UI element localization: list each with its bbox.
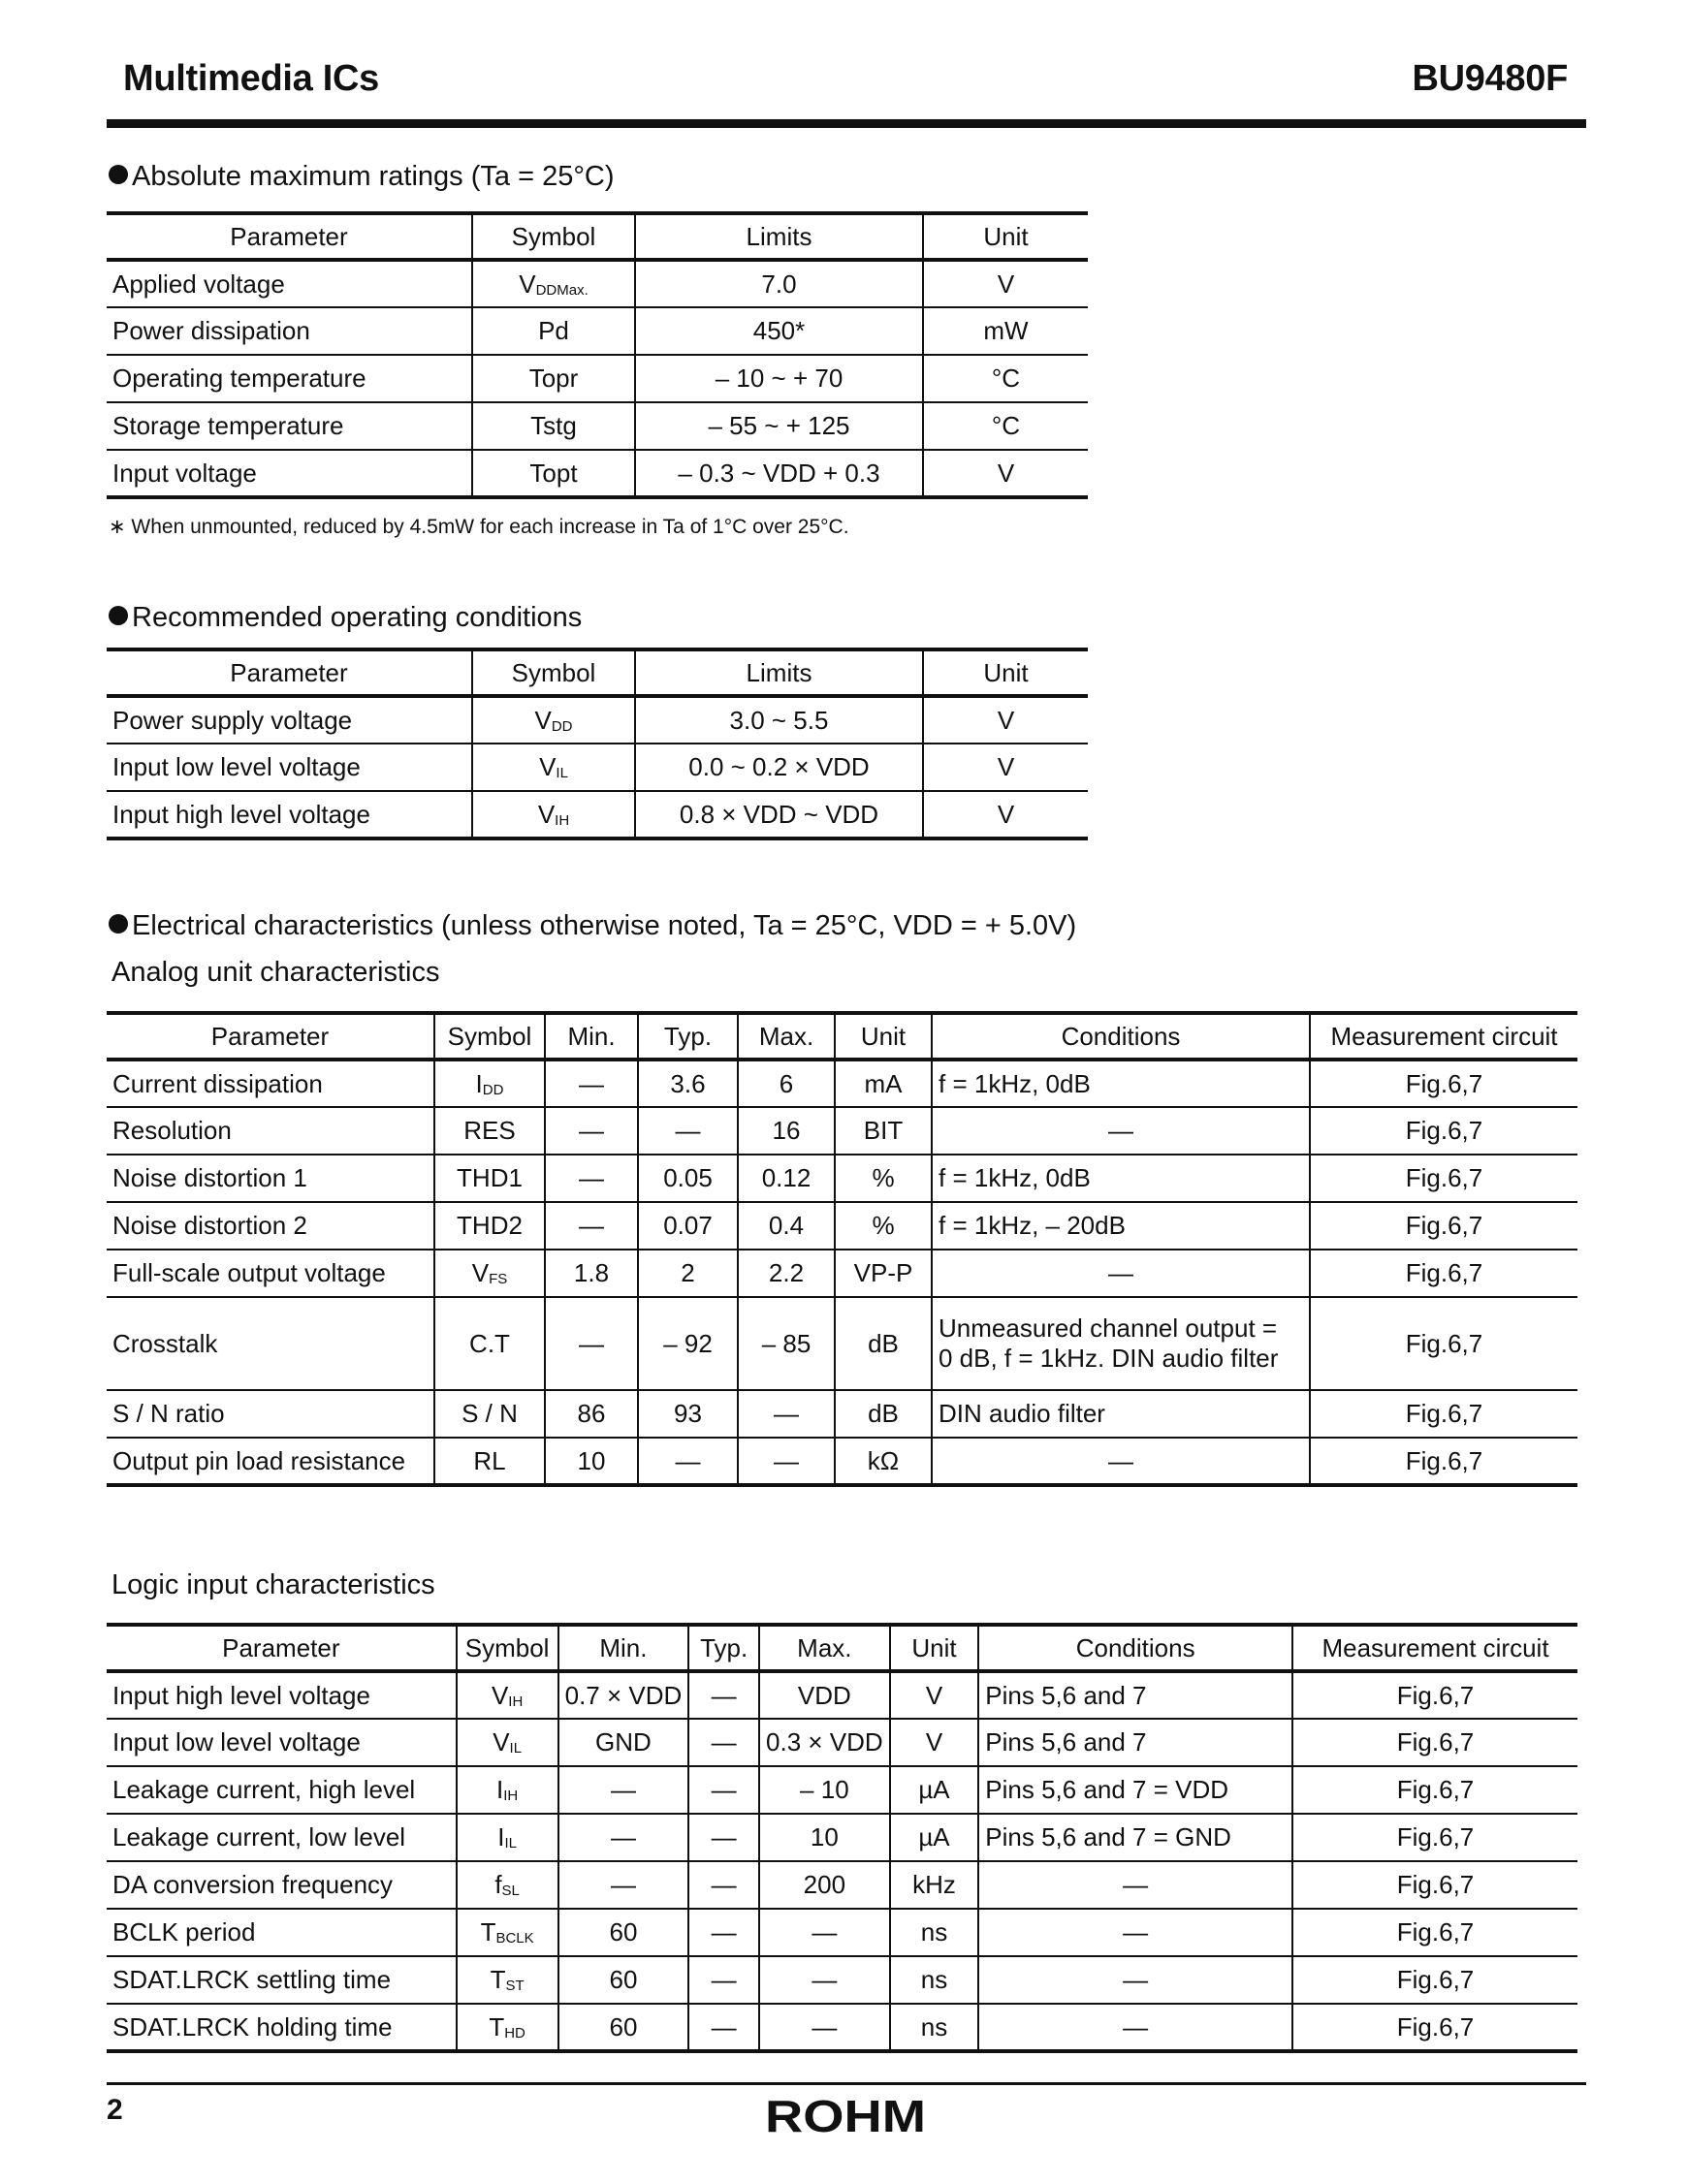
symbol-cell	[434, 1390, 545, 1438]
conditions-line: f = 1kHz, 0dB	[939, 1163, 1091, 1192]
analog-subheading: Analog unit characteristics	[111, 957, 440, 988]
unit-cell: ns	[890, 2004, 979, 2051]
unit-cell: VP-P	[835, 1250, 932, 1297]
unit-cell: V	[923, 696, 1088, 744]
symbol-cell	[434, 1202, 545, 1250]
bullet-icon	[109, 165, 128, 184]
symbol-main: Topt	[529, 458, 578, 488]
rohm-logo	[763, 2091, 928, 2137]
symbol-main: RL	[473, 1445, 506, 1475]
typ-cell: 2	[638, 1250, 738, 1297]
limits-cell: – 10 ~ + 70	[635, 355, 923, 402]
symbol-main: RES	[463, 1116, 516, 1145]
measurement-cell: Fig.6,7	[1310, 1250, 1577, 1297]
measurement-cell: Fig.6,7	[1310, 1107, 1577, 1155]
conditions-cell	[932, 1250, 1310, 1297]
bullet-icon	[109, 914, 128, 934]
min-cell: —	[545, 1202, 638, 1250]
parameter-cell: SDAT.LRCK holding time	[107, 2004, 457, 2051]
max-cell: 0.3 × VDD	[759, 1719, 890, 1766]
conditions-line: f = 1kHz, 0dB	[939, 1068, 1091, 1098]
rec-op-heading	[109, 602, 582, 634]
symbol-main: Pd	[538, 316, 569, 345]
unit-cell: dB	[835, 1297, 932, 1390]
table-row	[107, 1671, 1577, 1719]
symbol-cell	[472, 307, 635, 355]
unit-cell: °C	[923, 355, 1088, 402]
symbol-main: I	[497, 1822, 505, 1852]
symbol-main: f	[494, 1870, 502, 1899]
measurement-cell: Fig.6,7	[1292, 1909, 1577, 1956]
elec-heading	[109, 910, 1076, 942]
header-category: Multimedia ICs	[123, 58, 379, 99]
unit-cell: °C	[923, 402, 1088, 450]
conditions-cell	[978, 2004, 1292, 2051]
conditions-cell	[978, 1671, 1292, 1719]
table-row	[107, 1861, 1577, 1909]
symbol-main: V	[539, 752, 557, 781]
limits-cell: 0.0 ~ 0.2 × VDD	[635, 744, 923, 791]
conditions-cell	[978, 1766, 1292, 1814]
table-row	[107, 355, 1088, 402]
column-header: Unit	[890, 1625, 979, 1671]
symbol-cell	[457, 2004, 558, 2051]
column-header: Min.	[545, 1013, 638, 1060]
limits-cell: – 55 ~ + 125	[635, 402, 923, 450]
column-header: Symbol	[472, 213, 635, 260]
symbol-subscript: ST	[505, 1978, 525, 1994]
parameter-cell: Storage temperature	[107, 402, 472, 450]
typ-cell: —	[688, 1671, 759, 1719]
symbol-cell	[457, 1766, 558, 1814]
typ-cell: 93	[638, 1390, 738, 1438]
limits-cell: 3.0 ~ 5.5	[635, 696, 923, 744]
max-cell: 2.2	[738, 1250, 835, 1297]
parameter-cell: Input high level voltage	[107, 1671, 457, 1719]
parameter-cell: Resolution	[107, 1107, 434, 1155]
conditions-line: Pins 5,6 and 7	[985, 1727, 1147, 1757]
unit-cell: µA	[890, 1766, 979, 1814]
elec-title: Electrical characteristics (unless otherwise noted, Ta = 25°C, VDD = + 5.0V)	[132, 910, 1077, 941]
min-cell: 10	[545, 1438, 638, 1485]
min-cell: 1.8	[545, 1250, 638, 1297]
limits-cell: – 0.3 ~ VDD + 0.3	[635, 450, 923, 497]
symbol-subscript: HD	[504, 2024, 525, 2042]
parameter-cell: Input high level voltage	[107, 791, 472, 839]
symbol-cell	[434, 1250, 545, 1297]
max-cell: – 85	[738, 1297, 835, 1390]
typ-cell: —	[638, 1438, 738, 1485]
symbol-cell	[457, 1719, 558, 1766]
unit-cell: BIT	[835, 1107, 932, 1155]
typ-cell: —	[688, 1719, 759, 1766]
unit-cell: mA	[835, 1060, 932, 1107]
symbol-main: I	[475, 1068, 483, 1098]
symbol-main: C.T	[469, 1328, 510, 1358]
max-cell: 10	[759, 1814, 890, 1861]
parameter-cell: Power supply voltage	[107, 696, 472, 744]
conditions-line: —	[1123, 1965, 1149, 1994]
max-cell: 200	[759, 1861, 890, 1909]
symbol-main: THD2	[457, 1211, 523, 1240]
symbol-main: I	[496, 1775, 504, 1804]
typ-cell: —	[638, 1107, 738, 1155]
min-cell: —	[558, 1766, 689, 1814]
measurement-cell: Fig.6,7	[1310, 1297, 1577, 1390]
typ-cell: —	[688, 1766, 759, 1814]
abs-max-title: Absolute maximum ratings (Ta = 25°C)	[132, 161, 615, 192]
parameter-cell: Operating temperature	[107, 355, 472, 402]
min-cell: 0.7 × VDD	[558, 1671, 689, 1719]
conditions-line: —	[1123, 1917, 1149, 1947]
table-row	[107, 450, 1088, 497]
table-row	[107, 1155, 1577, 1202]
symbol-cell	[434, 1297, 545, 1390]
header-row	[107, 1013, 1577, 1060]
symbol-main: V	[471, 1258, 490, 1287]
parameter-cell: Noise distortion 1	[107, 1155, 434, 1202]
parameter-cell: Input low level voltage	[107, 744, 472, 791]
column-header: Parameter	[107, 213, 472, 260]
max-cell: —	[759, 1909, 890, 1956]
parameter-cell: Applied voltage	[107, 260, 472, 307]
symbol-subscript: FS	[489, 1271, 508, 1287]
typ-cell: —	[688, 1861, 759, 1909]
symbol-subscript: IL	[509, 1740, 523, 1757]
parameter-cell: BCLK period	[107, 1909, 457, 1956]
table-row	[107, 307, 1088, 355]
min-cell: —	[545, 1107, 638, 1155]
symbol-cell	[472, 450, 635, 497]
symbol-main: V	[493, 1727, 510, 1757]
header-row	[107, 649, 1088, 696]
column-header: Parameter	[107, 649, 472, 696]
column-header: Max.	[759, 1625, 890, 1671]
symbol-main: V	[537, 799, 556, 829]
abs-max-table	[107, 211, 1088, 499]
measurement-cell: Fig.6,7	[1292, 1814, 1577, 1861]
symbol-cell	[434, 1438, 545, 1485]
min-cell: —	[558, 1814, 689, 1861]
conditions-cell	[932, 1155, 1310, 1202]
parameter-cell: S / N ratio	[107, 1390, 434, 1438]
measurement-cell: Fig.6,7	[1292, 1671, 1577, 1719]
conditions-line: Pins 5,6 and 7	[985, 1680, 1147, 1710]
symbol-subscript: BCLK	[495, 1930, 534, 1947]
column-header: Conditions	[932, 1013, 1310, 1060]
conditions-cell	[932, 1202, 1310, 1250]
logic-subheading: Logic input characteristics	[111, 1569, 435, 1600]
typ-cell: 0.07	[638, 1202, 738, 1250]
symbol-main: Topr	[528, 364, 579, 393]
column-header: Min.	[558, 1625, 689, 1671]
measurement-cell: Fig.6,7	[1292, 1861, 1577, 1909]
min-cell: —	[545, 1155, 638, 1202]
measurement-cell: Fig.6,7	[1292, 1956, 1577, 2004]
max-cell: 6	[738, 1060, 835, 1107]
conditions-line: —	[1108, 1116, 1133, 1145]
rec-op-table	[107, 648, 1088, 840]
unit-cell: kΩ	[835, 1438, 932, 1485]
max-cell: —	[738, 1438, 835, 1485]
column-header: Symbol	[457, 1625, 558, 1671]
symbol-main: S / N	[462, 1399, 518, 1428]
max-cell: —	[738, 1390, 835, 1438]
table-row	[107, 402, 1088, 450]
column-header: Parameter	[107, 1013, 434, 1060]
min-cell: —	[545, 1297, 638, 1390]
symbol-cell	[457, 1861, 558, 1909]
rec-op-title: Recommended operating conditions	[132, 602, 583, 633]
unit-cell: ns	[890, 1909, 979, 1956]
conditions-cell	[932, 1060, 1310, 1107]
unit-cell: µA	[890, 1814, 979, 1861]
measurement-cell: Fig.6,7	[1310, 1060, 1577, 1107]
unit-cell: ns	[890, 1956, 979, 2004]
column-header: Conditions	[978, 1625, 1292, 1671]
table-row	[107, 791, 1088, 839]
measurement-cell: Fig.6,7	[1292, 1766, 1577, 1814]
column-header: Max.	[738, 1013, 835, 1060]
column-header: Typ.	[688, 1625, 759, 1671]
symbol-main: V	[519, 269, 536, 299]
symbol-cell	[472, 744, 635, 791]
min-cell: 86	[545, 1390, 638, 1438]
unit-cell: kHz	[890, 1861, 979, 1909]
table-row	[107, 1202, 1577, 1250]
unit-cell: V	[923, 260, 1088, 307]
measurement-cell: Fig.6,7	[1310, 1438, 1577, 1485]
unit-cell: mW	[923, 307, 1088, 355]
max-cell: 16	[738, 1107, 835, 1155]
symbol-cell	[434, 1107, 545, 1155]
table-row	[107, 260, 1088, 307]
page-number: 2	[107, 2094, 123, 2126]
symbol-subscript: DDMax.	[535, 281, 589, 299]
header-row	[107, 1625, 1577, 1671]
unit-cell: dB	[835, 1390, 932, 1438]
column-header: Measurement circuit	[1292, 1625, 1577, 1671]
conditions-cell	[978, 1719, 1292, 1766]
typ-cell: —	[688, 1956, 759, 2004]
symbol-main: Tstg	[530, 411, 577, 440]
symbol-main: T	[489, 2011, 505, 2042]
typ-cell: —	[688, 2004, 759, 2051]
symbol-subscript: SL	[501, 1883, 520, 1899]
column-header: Unit	[923, 213, 1088, 260]
parameter-cell: Input voltage	[107, 450, 472, 497]
max-cell: —	[759, 1956, 890, 2004]
symbol-cell	[472, 696, 635, 744]
table-row	[107, 1438, 1577, 1485]
symbol-cell	[472, 402, 635, 450]
typ-cell: 3.6	[638, 1060, 738, 1107]
rohm-logo-text: ROHM	[765, 2091, 926, 2137]
min-cell: —	[558, 1861, 689, 1909]
column-header: Typ.	[638, 1013, 738, 1060]
symbol-subscript: IL	[504, 1835, 517, 1852]
column-header: Measurement circuit	[1310, 1013, 1577, 1060]
symbol-subscript: DD	[551, 717, 573, 735]
max-cell: – 10	[759, 1766, 890, 1814]
conditions-cell	[932, 1390, 1310, 1438]
header-part-number: BU9480F	[1412, 58, 1568, 99]
parameter-cell: Full-scale output voltage	[107, 1250, 434, 1297]
unit-cell: %	[835, 1155, 932, 1202]
table-row	[107, 744, 1088, 791]
table-row	[107, 1297, 1577, 1390]
conditions-cell	[978, 1861, 1292, 1909]
parameter-cell: Output pin load resistance	[107, 1438, 434, 1485]
symbol-cell	[457, 1814, 558, 1861]
min-cell: 60	[558, 1909, 689, 1956]
conditions-line: DIN audio filter	[939, 1399, 1105, 1428]
symbol-main: T	[490, 1965, 506, 1994]
symbol-subscript: IH	[508, 1693, 524, 1710]
symbol-main: THD1	[457, 1163, 523, 1192]
parameter-cell: Input low level voltage	[107, 1719, 457, 1766]
typ-cell: – 92	[638, 1297, 738, 1390]
table-row	[107, 1956, 1577, 2004]
min-cell: —	[545, 1060, 638, 1107]
min-cell: 60	[558, 2004, 689, 2051]
conditions-line: —	[1108, 1258, 1133, 1287]
typ-cell: 0.05	[638, 1155, 738, 1202]
conditions-line: —	[1108, 1445, 1133, 1475]
symbol-subscript: IL	[556, 765, 568, 781]
logic-table	[107, 1623, 1577, 2053]
symbol-cell	[457, 1909, 558, 1956]
conditions-line: Pins 5,6 and 7 = VDD	[985, 1775, 1229, 1804]
typ-cell: —	[688, 1909, 759, 1956]
table-row	[107, 1719, 1577, 1766]
table-row	[107, 1250, 1577, 1297]
column-header: Unit	[923, 649, 1088, 696]
symbol-cell	[472, 260, 635, 307]
conditions-cell	[932, 1297, 1310, 1390]
symbol-cell	[472, 355, 635, 402]
column-header: Limits	[635, 649, 923, 696]
conditions-line-2: 0 dB, f = 1kHz. DIN audio filter	[939, 1344, 1279, 1373]
header-rule	[107, 119, 1586, 128]
column-header: Symbol	[472, 649, 635, 696]
parameter-cell: Noise distortion 2	[107, 1202, 434, 1250]
conditions-line: —	[1123, 2011, 1149, 2042]
parameter-cell: Leakage current, high level	[107, 1766, 457, 1814]
symbol-main: V	[491, 1680, 509, 1710]
min-cell: 60	[558, 1956, 689, 2004]
limits-cell: 0.8 × VDD ~ VDD	[635, 791, 923, 839]
parameter-cell: SDAT.LRCK settling time	[107, 1956, 457, 2004]
unit-cell: V	[890, 1719, 979, 1766]
footer-rule	[107, 2082, 1586, 2085]
abs-max-heading	[109, 161, 615, 193]
max-cell: 0.12	[738, 1155, 835, 1202]
measurement-cell: Fig.6,7	[1292, 1719, 1577, 1766]
measurement-cell: Fig.6,7	[1292, 2004, 1577, 2051]
symbol-main: T	[480, 1917, 496, 1947]
conditions-cell	[932, 1107, 1310, 1155]
symbol-subscript: DD	[482, 1081, 504, 1098]
column-header: Parameter	[107, 1625, 457, 1671]
column-header: Limits	[635, 213, 923, 260]
conditions-line: —	[1123, 1870, 1149, 1899]
table-row	[107, 1060, 1577, 1107]
limits-cell: 7.0	[635, 260, 923, 307]
symbol-cell	[434, 1155, 545, 1202]
max-cell: VDD	[759, 1671, 890, 1719]
column-header: Unit	[835, 1013, 932, 1060]
bullet-icon	[109, 606, 128, 625]
limits-cell: 450*	[635, 307, 923, 355]
symbol-cell	[457, 1956, 558, 2004]
conditions-line: Pins 5,6 and 7 = GND	[985, 1822, 1231, 1852]
conditions-cell	[978, 1814, 1292, 1861]
table-row	[107, 1390, 1577, 1438]
symbol-cell	[457, 1671, 558, 1719]
analog-table	[107, 1011, 1577, 1487]
unit-cell: V	[923, 450, 1088, 497]
unit-cell: V	[923, 744, 1088, 791]
table-row	[107, 1766, 1577, 1814]
table-row	[107, 1909, 1577, 1956]
symbol-cell	[472, 791, 635, 839]
min-cell: GND	[558, 1719, 689, 1766]
table-row	[107, 2004, 1577, 2051]
conditions-line: f = 1kHz, – 20dB	[939, 1211, 1126, 1240]
table-row	[107, 696, 1088, 744]
conditions-cell	[978, 1909, 1292, 1956]
typ-cell: —	[688, 1814, 759, 1861]
unit-cell: V	[890, 1671, 979, 1719]
unit-cell: V	[923, 791, 1088, 839]
measurement-cell: Fig.6,7	[1310, 1390, 1577, 1438]
measurement-cell: Fig.6,7	[1310, 1202, 1577, 1250]
max-cell: —	[759, 2004, 890, 2051]
symbol-subscript: IH	[503, 1788, 519, 1804]
table-row	[107, 1814, 1577, 1861]
table-row	[107, 1107, 1577, 1155]
unit-cell: %	[835, 1202, 932, 1250]
parameter-cell: DA conversion frequency	[107, 1861, 457, 1909]
parameter-cell: Crosstalk	[107, 1297, 434, 1390]
header-row	[107, 213, 1088, 260]
symbol-cell	[434, 1060, 545, 1107]
conditions-cell	[978, 1956, 1292, 2004]
parameter-cell: Power dissipation	[107, 307, 472, 355]
parameter-cell: Current dissipation	[107, 1060, 434, 1107]
symbol-main: V	[534, 705, 552, 735]
conditions-cell	[932, 1438, 1310, 1485]
parameter-cell: Leakage current, low level	[107, 1814, 457, 1861]
symbol-subscript: IH	[555, 811, 570, 829]
abs-max-footnote: ∗ When unmounted, reduced by 4.5mW for each increase in Ta of 1°C over 25°C.	[109, 516, 849, 538]
max-cell: 0.4	[738, 1202, 835, 1250]
measurement-cell: Fig.6,7	[1310, 1155, 1577, 1202]
conditions-line: Unmeasured channel output =	[939, 1314, 1278, 1343]
column-header: Symbol	[434, 1013, 545, 1060]
